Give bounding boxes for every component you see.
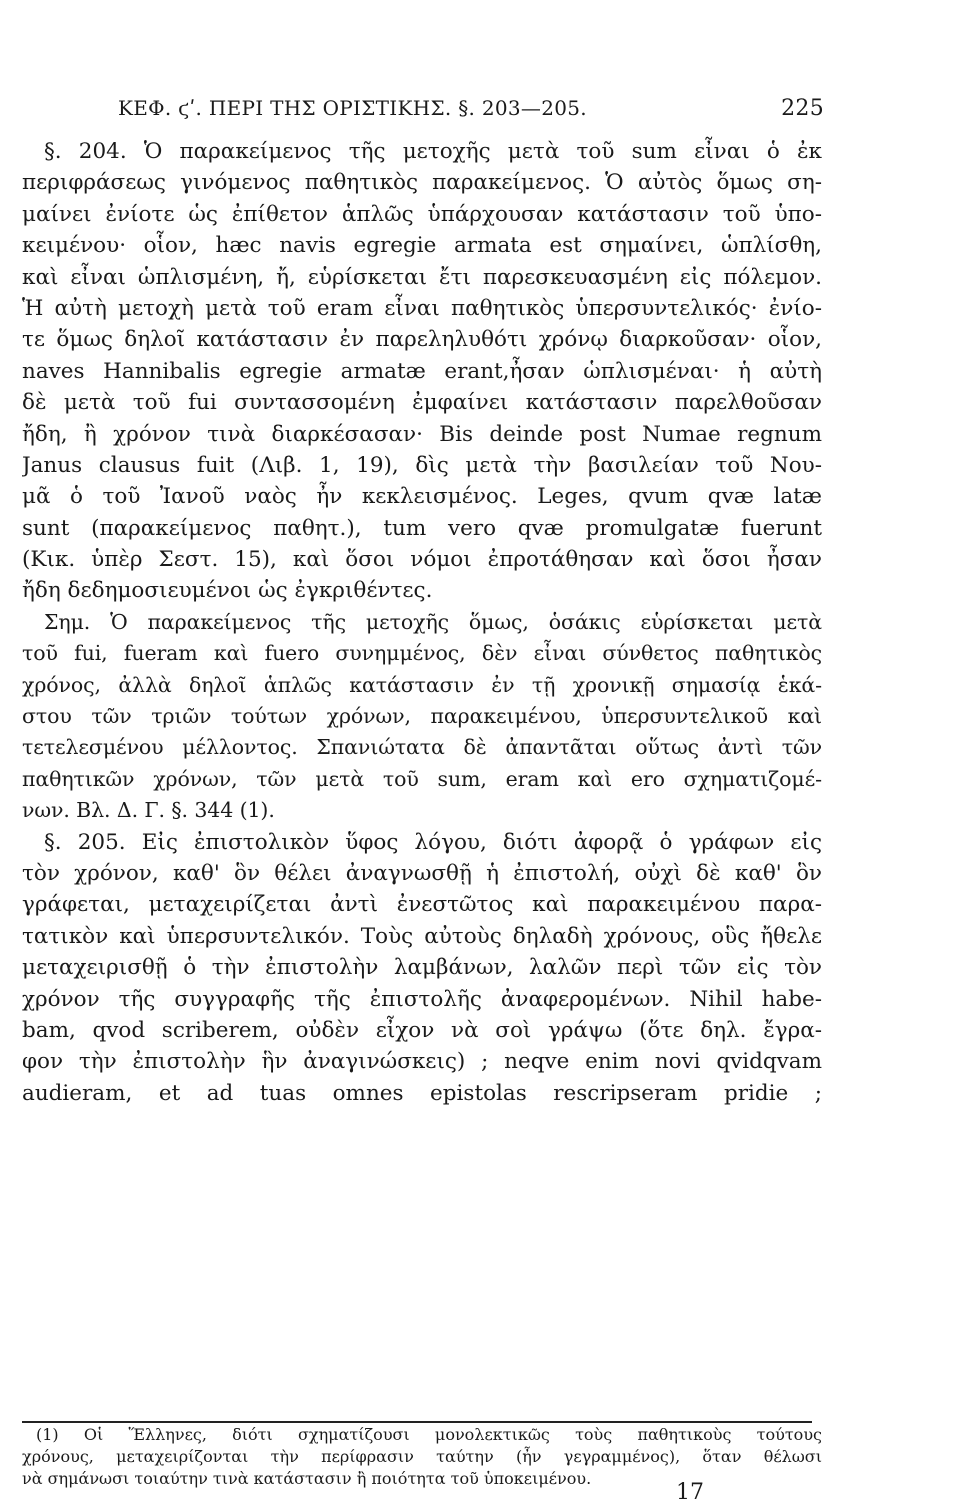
- text-line: (Κικ. ὑπὲρ Σεστ. 15), καὶ ὅσοι νόμοι ἐπροτάθησαν καὶ ὅσοι ἦσαν: [22, 547, 822, 573]
- text-line: τετελεσμένου μέλλοντος. Σπανιώτατα δὲ ἀπαντᾶται οὕτως ἀντὶ τῶν: [22, 735, 822, 760]
- text-line: Σημ. Ὁ παρακείμενος τῆς μετοχῆς ὅμως, ὁσάκις εὑρίσκεται μετὰ: [44, 609, 822, 634]
- text-line: ἤδη, ἢ χρόνον τινὰ διαρκέσασαν· Bis deinde post Numae regnum: [22, 421, 822, 447]
- text-line: Ἡ αὐτὴ μετοχὴ μετὰ τοῦ eram εἶναι παθητικὸς ὑπερσυντελικός· ἐνίο-: [22, 295, 822, 321]
- text-line: τὸν χρόνον, καθ' ὃν θέλει ἀναγνωσθῇ ἡ ἐπιστολή, οὐχὶ δὲ καθ' ὃν: [22, 860, 822, 886]
- text-line: τε ὅμως δηλοῖ κατάστασιν ἐν παρεληλυθότι χρόνῳ διαρκοῦσαν· οἷον,: [22, 327, 822, 353]
- text-line: χρόνον τῆς συγγραφῆς τῆς ἐπιστολῆς ἀναφερομένων. Nihil habe-: [22, 986, 822, 1012]
- text-line: φον τὴν ἐπιστολὴν ἣν ἀναγινώσκεις) ; neqve enim novi qvidqvam: [22, 1049, 822, 1075]
- text-line: καὶ εἶναι ὡπλισμένη, ἤ, εὑρίσκεται ἔτι παρεσκευασμένη εἰς πόλεμον.: [22, 264, 822, 290]
- text-line: κειμένου· οἷον, hæc navis egregie armata est σημαίνει, ὡπλίσθη,: [22, 233, 822, 259]
- text-line: naves Hannibalis egregie armatæ erant,ἦσαν ὡπλισμέναι· ἡ αὐτὴ: [22, 358, 822, 384]
- footnote-line: (1) Οἱ Ἕλληνες, διότι σχηματίζουσι μονολεκτικῶς τοὺς παθητικοὺς τούτους: [36, 1425, 822, 1444]
- main-text: [22, 136, 822, 1109]
- text-line: §. 205. Εἰς ἐπιστολικὸν ὕφος λόγου, διότι ἀφορᾷ ὁ γράφων εἰς: [44, 829, 822, 855]
- text-line: τατικὸν καὶ ὑπερσυντελικόν. Τοὺς αὐτοὺς δηλαδὴ χρόνους, οὓς ἤθελε: [22, 923, 822, 949]
- footnote-line: χρόνους, μεταχειρίζονται τὴν περίφρασιν ταύτην (ἦν γεγραμμένος), ὅταν θέλωσι: [22, 1447, 822, 1466]
- text-line: γράφεται, μεταχειρίζεται ἀντὶ ἐνεστῶτος καὶ παρακειμένου παρα-: [22, 892, 822, 918]
- text-line: στου τῶν τριῶν τούτων χρόνων, παρακειμένου, ὑπερσυντελικοῦ καὶ: [22, 704, 822, 729]
- text-line: sunt (παρακείμενος παθητ.), tum vero qvæ promulgatæ fuerunt: [22, 515, 822, 541]
- text-line: Janus clausus fuit (Λιβ. 1, 19), δὶς μετὰ τὴν βασιλείαν τοῦ Νου-: [22, 452, 822, 478]
- text-line: audieram, et ad tuas omnes epistolas rescripseram pridie ;: [22, 1080, 822, 1106]
- text-line: bam, qvod scriberem, οὐδὲν εἶχον νὰ σοὶ γράψω (ὅτε δηλ. ἔγρα-: [22, 1017, 822, 1043]
- text-line: νων. Βλ. Δ. Γ. §. 344 (1).: [22, 798, 275, 823]
- text-line: μαίνει ἐνίοτε ὡς ἐπίθετον ἁπλῶς ὑπάρχουσαν κατάστασιν τοῦ ὑπο-: [22, 201, 822, 227]
- text-line: §. 204. Ὁ παρακείμενος τῆς μετοχῆς μετὰ τοῦ sum εἶναι ὁ ἐκ: [44, 139, 822, 164]
- footnote-line: νὰ σημάνωσι τοιαύτην τινὰ κατάστασιν ἢ ποιότητα τοῦ ὑποκειμένου.: [22, 1469, 592, 1488]
- text-line: μεταχειρισθῇ ὁ τὴν ἐπιστολὴν λαμβάνων, λαλῶν περὶ τῶν εἰς τὸν: [22, 955, 822, 981]
- text-line: παθητικῶν χρόνων, τῶν μετὰ τοῦ sum, eram καὶ ero σχηματιζομέ-: [22, 766, 822, 791]
- footnote-rule: [22, 1421, 812, 1423]
- text-line: δὲ μετὰ τοῦ fui συντασσομένη ἐμφαίνει κατάστασιν παρελθοῦσαν: [22, 390, 822, 416]
- text-line: ἤδη δεδημοσιευμένοι ὡς ἐγκριθέντες.: [22, 578, 433, 604]
- text-line: χρόνος, ἀλλὰ δηλοῖ ἁπλῶς κατάστασιν ἐν τῇ χρονικῇ σημασίᾳ ἑκά-: [22, 672, 822, 697]
- text-line: μᾶ ὁ τοῦ Ἰανοῦ ναὸς ἦν κεκλεισμένος. Leges, qvum qvæ latæ: [22, 484, 822, 510]
- signature-mark: 17: [676, 1480, 704, 1505]
- page-number: 225: [781, 96, 824, 121]
- text-line: τοῦ fui, fueram καὶ fuero συνημμένος, δὲν εἶναι σύνθετος παθητικὸς: [22, 641, 822, 666]
- running-header: [118, 96, 824, 121]
- text-line: περιφράσεως γινόμενος παθητικὸς παρακείμενος. Ὁ αὐτὸς ὅμως ση-: [22, 170, 822, 196]
- running-title: ΚΕΦ. ϛʹ. ΠΕΡΙ ΤΗΣ ΟΡΙΣΤΙΚΗΣ. §. 203—205.: [118, 96, 587, 120]
